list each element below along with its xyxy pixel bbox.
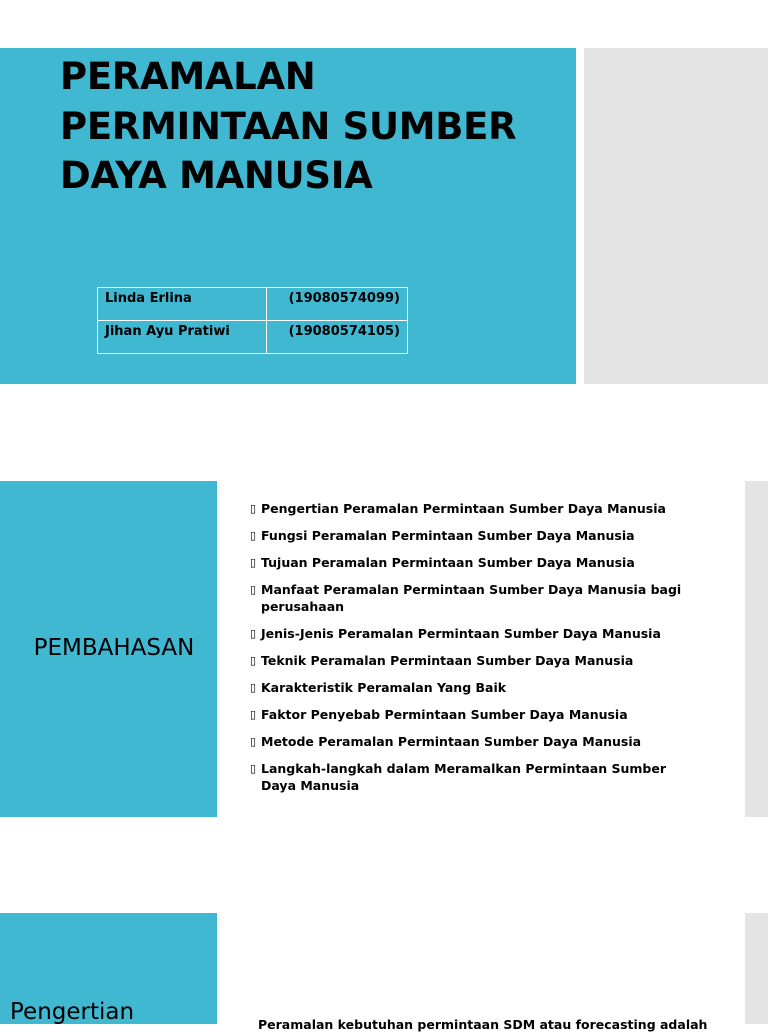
bullet-box-icon: ▯ xyxy=(250,762,257,775)
pengertian-heading: Pengertian xyxy=(10,999,135,1025)
bullet-box-icon: ▯ xyxy=(250,681,257,694)
pengertian-side-panel xyxy=(745,913,768,1024)
table-row xyxy=(98,321,408,354)
author-name: Linda Erlina xyxy=(98,288,267,321)
presentation-title: PERAMALAN PERMINTAAN SUMBER DAYA MANUSIA xyxy=(60,55,517,197)
list-item-text: Langkah-langkah dalam Meramalkan Permintaan Sumber Daya Manusia xyxy=(261,761,667,793)
pembahasan-heading: PEMBAHASAN xyxy=(33,635,195,661)
table-row xyxy=(98,288,408,321)
bullet-box-icon: ▯ xyxy=(250,556,257,569)
list-item-text: Fungsi Peramalan Permintaan Sumber Daya Manusia xyxy=(261,528,635,543)
author-name: Jihan Ayu Pratiwi xyxy=(98,321,267,354)
authors-table xyxy=(97,287,408,354)
bullet-box-icon: ▯ xyxy=(250,529,257,542)
list-item-text: Tujuan Peramalan Permintaan Sumber Daya Manusia xyxy=(261,555,635,570)
title-slide-side-panel xyxy=(584,48,768,384)
list-item-text: Karakteristik Peramalan Yang Baik xyxy=(261,680,507,695)
pengertian-body-text: Peramalan kebutuhan permintaan SDM atau forecasting adalah xyxy=(258,1017,708,1032)
list-item-text: Teknik Peramalan Permintaan Sumber Daya Manusia xyxy=(261,653,634,668)
list-item xyxy=(250,500,700,517)
list-item xyxy=(250,527,700,544)
author-nim: (19080574105) xyxy=(267,321,408,354)
list-item-text: Pengertian Peramalan Permintaan Sumber Daya Manusia xyxy=(261,501,666,516)
bullet-box-icon: ▯ xyxy=(250,735,257,748)
list-item-text: Metode Peramalan Permintaan Sumber Daya Manusia xyxy=(261,734,642,749)
list-item xyxy=(250,706,700,723)
list-item xyxy=(250,679,700,696)
list-item xyxy=(250,554,700,571)
bullet-box-icon: ▯ xyxy=(250,627,257,640)
bullet-box-icon: ▯ xyxy=(250,708,257,721)
list-item-text: Jenis-Jenis Peramalan Permintaan Sumber Daya Manusia xyxy=(261,626,661,641)
list-item xyxy=(250,581,700,615)
topic-list xyxy=(250,500,700,804)
bullet-box-icon: ▯ xyxy=(250,583,257,596)
bullet-box-icon: ▯ xyxy=(250,654,257,667)
list-item-text: Faktor Penyebab Permintaan Sumber Daya Manusia xyxy=(261,707,628,722)
list-item xyxy=(250,625,700,642)
list-item xyxy=(250,760,700,794)
pembahasan-side-panel xyxy=(745,481,768,817)
list-item-text: Manfaat Peramalan Permintaan Sumber Daya Manusia bagi perusahaan xyxy=(261,582,682,614)
list-item xyxy=(250,733,700,750)
list-item xyxy=(250,652,700,669)
author-nim: (19080574099) xyxy=(267,288,408,321)
bullet-box-icon: ▯ xyxy=(250,502,257,515)
